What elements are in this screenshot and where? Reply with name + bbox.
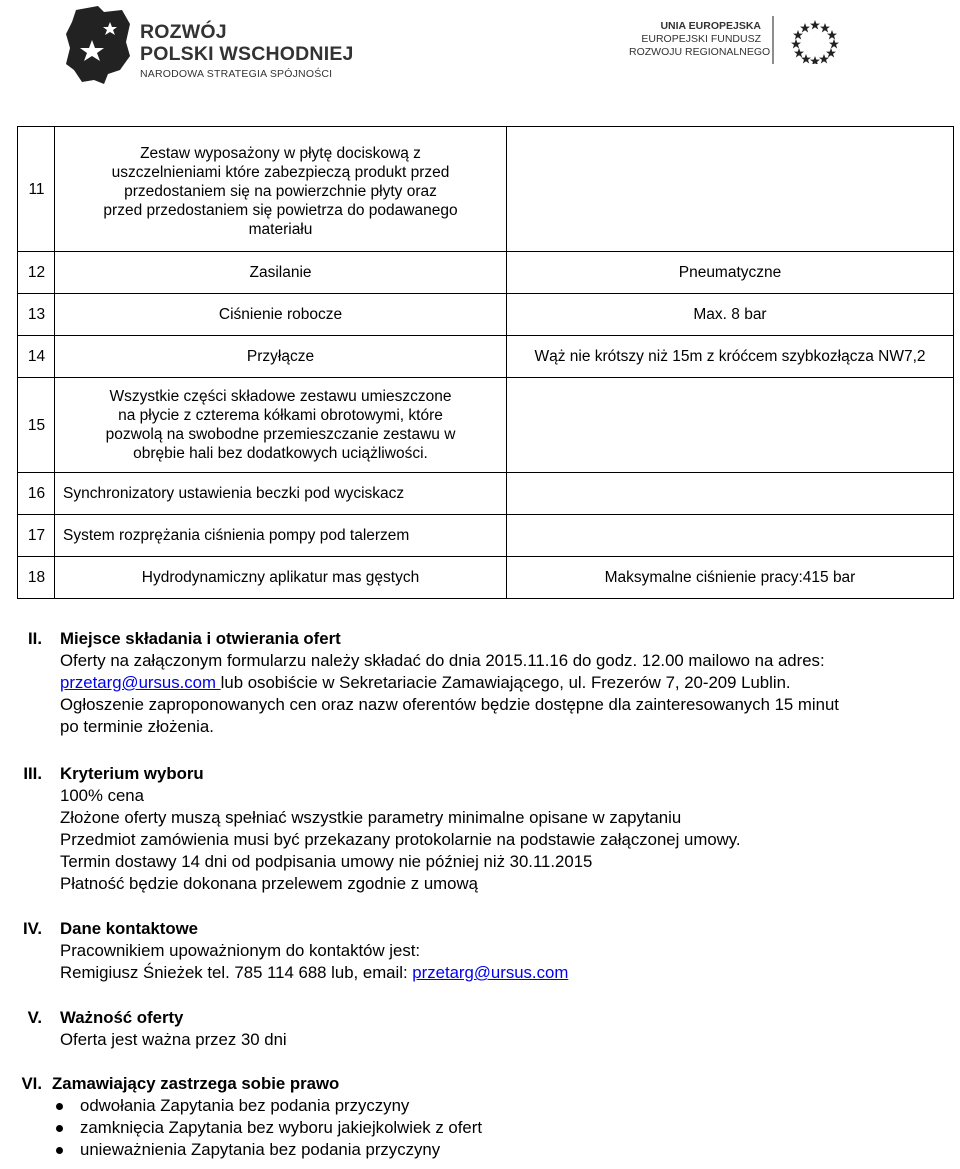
logo-line-2: POLSKI WSCHODNIEJ <box>140 43 354 65</box>
row-description <box>55 127 507 252</box>
row-value: Wąż nie krótszy niż 15m z króćcem szybkozłącza NW7,2 <box>507 336 954 378</box>
table-row <box>18 515 954 557</box>
row-number: 17 <box>18 515 55 557</box>
eu-logo-line-2: EUROPEJSKI FUNDUSZ <box>641 33 761 45</box>
logo-rozwoj-polski-wschodniej <box>64 4 384 86</box>
row-value <box>507 127 954 252</box>
email-link[interactable]: przetarg@ursus.com <box>60 673 221 692</box>
section-heading: Miejsce składania i otwierania ofert <box>60 629 341 648</box>
row-value <box>507 378 954 473</box>
text-line: 100% cena <box>60 786 144 805</box>
description-line: uszczelnieniami które zabezpieczą produkt przed <box>111 163 450 181</box>
row-number: 13 <box>18 294 55 336</box>
row-description: Zasilanie <box>55 252 507 294</box>
eu-logo-line-1: UNIA EUROPEJSKA <box>660 20 761 32</box>
section-heading: Zamawiający zastrzega sobie prawo <box>52 1074 340 1093</box>
text-fragment: Remigiusz Śnieżek tel. 785 114 688 lub, email: <box>60 963 413 982</box>
list-item-text: zamknięcia Zapytania bez wyboru jakiejkolwiek z ofert <box>80 1118 482 1137</box>
row-value: Max. 8 bar <box>507 294 954 336</box>
list-item <box>52 1139 960 1161</box>
description-line: przed przedostaniem się powietrza do podawanego <box>103 201 458 219</box>
specification-table <box>17 126 954 599</box>
table-row <box>18 294 954 336</box>
section-number: II. <box>28 629 42 648</box>
description-line: materiału <box>248 220 313 238</box>
text-line: Przedmiot zamówienia musi być przekazany protokolarnie na podstawie załączonej umowy. <box>60 830 741 849</box>
row-number: 16 <box>18 473 55 515</box>
text-line: Ogłoszenie zaproponowanych cen oraz nazw oferentów będzie dostępne dla zainteresowanych 15 minut <box>60 695 839 714</box>
list-item <box>52 1095 960 1117</box>
description-line: Zestaw wyposażony w płytę dociskową z <box>140 144 421 162</box>
section-number: VI. <box>21 1074 42 1093</box>
row-number: 12 <box>18 252 55 294</box>
description-line: obrębie hali bez dodatkowych uciążliwości. <box>133 445 428 462</box>
description-line: pozwolą na swobodne przemieszczanie zestawu w <box>105 426 456 443</box>
description-line: Wszystkie części składowe zestawu umieszczone <box>109 388 452 405</box>
logo-line-3: NARODOWA STRATEGIA SPÓJNOŚCI <box>140 68 333 80</box>
row-number: 14 <box>18 336 55 378</box>
row-number: 15 <box>18 378 55 473</box>
row-value <box>507 515 954 557</box>
text-line: po terminie złożenia. <box>60 717 214 736</box>
table-row <box>18 127 954 252</box>
section-number: IV. <box>23 919 42 938</box>
text-line: Pracownikiem upoważnionym do kontaktów jest: <box>60 941 421 960</box>
poland-map-icon <box>64 4 134 86</box>
eu-logo-line-3: ROZWOJU REGIONALNEGO <box>629 46 771 58</box>
list-item-text: unieważnienia Zapytania bez podania przyczyny <box>80 1140 441 1159</box>
logo-unia-europejska <box>629 14 869 64</box>
logo-line-1: ROZWÓJ <box>140 21 227 43</box>
table-row <box>18 473 954 515</box>
row-value <box>507 473 954 515</box>
table-row <box>18 336 954 378</box>
text-line: Termin dostawy 14 dni od podpisania umowy nie później niż 30.11.2015 <box>60 852 593 871</box>
row-description <box>55 378 507 473</box>
description-line: przedostaniem się na powierzchnie płyty oraz <box>124 182 437 200</box>
row-description: Hydrodynamiczny aplikatur mas gęstych <box>55 557 507 599</box>
table-row <box>18 252 954 294</box>
list-item <box>52 1117 960 1139</box>
section-heading: Ważność oferty <box>60 1008 184 1027</box>
section-heading: Kryterium wyboru <box>60 764 204 783</box>
text-fragment: lub osobiście w Sekretariacie Zamawiającego, ul. Frezerów 7, 20-209 Lublin. <box>220 673 791 692</box>
row-description: System rozprężania ciśnienia pompy pod talerzem <box>55 515 507 557</box>
list-item-text: odwołania Zapytania bez podania przyczyny <box>80 1096 410 1115</box>
description-line: na płycie z czterema kółkami obrotowymi, które <box>118 407 443 424</box>
text-line: Płatność będzie dokonana przelewem zgodnie z umową <box>60 874 478 893</box>
text-line: Oferta jest ważna przez 30 dni <box>60 1030 287 1049</box>
text-line: Oferty na załączonym formularzu należy składać do dnia 2015.11.16 do godz. 12.00 mailowo na adres: <box>60 651 825 670</box>
email-link[interactable]: przetarg@ursus.com <box>412 963 569 982</box>
table-row <box>18 378 954 473</box>
bullet-icon <box>56 1103 63 1110</box>
row-description: Przyłącze <box>55 336 507 378</box>
text-line: Złożone oferty muszą spełniać wszystkie parametry minimalne opisane w zapytaniu <box>60 808 682 827</box>
row-number: 18 <box>18 557 55 599</box>
bullet-icon <box>56 1147 63 1154</box>
eu-flag-icon <box>769 16 861 64</box>
text-line <box>60 672 960 694</box>
bullet-icon <box>56 1125 63 1132</box>
row-description: Ciśnienie robocze <box>55 294 507 336</box>
table-row <box>18 557 954 599</box>
row-value: Pneumatyczne <box>507 252 954 294</box>
section-heading: Dane kontaktowe <box>60 919 199 938</box>
row-value: Maksymalne ciśnienie pracy:415 bar <box>507 557 954 599</box>
section-number: V. <box>27 1008 42 1027</box>
text-line <box>60 962 960 984</box>
section-number: III. <box>23 764 42 783</box>
row-description: Synchronizatory ustawienia beczki pod wyciskacz <box>55 473 507 515</box>
bullet-list <box>52 1095 960 1161</box>
row-number: 11 <box>18 127 55 252</box>
